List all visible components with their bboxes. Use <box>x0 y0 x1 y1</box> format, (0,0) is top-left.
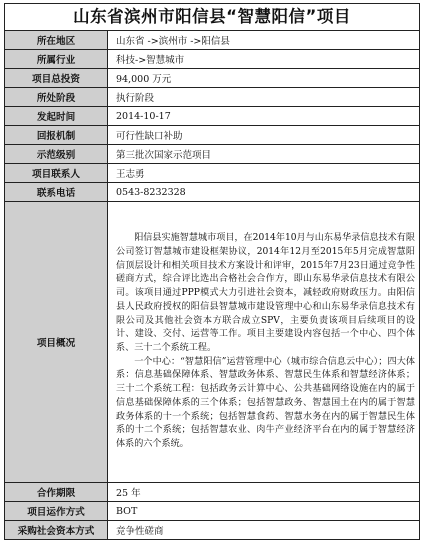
industry-label: 所属行业 <box>5 50 108 69</box>
operation-mode-value: BOT <box>108 502 420 521</box>
procurement-method-value: 竞争性磋商 <box>108 521 420 540</box>
overview-text <box>108 202 420 483</box>
return-mechanism-label: 回报机制 <box>5 126 108 145</box>
table-row-phone <box>5 183 420 202</box>
table-row-term <box>5 483 420 502</box>
procurement-method-label: 采购社会资本方式 <box>5 521 108 540</box>
table-row-region <box>5 31 420 50</box>
region-label: 所在地区 <box>5 31 108 50</box>
region-value: 山东省 ->滨州市 ->阳信县 <box>108 31 420 50</box>
table-row-investment <box>5 69 420 88</box>
table-row-return-mechanism <box>5 126 420 145</box>
stage-value: 执行阶段 <box>108 88 420 107</box>
demo-level-label: 示范级别 <box>5 145 108 164</box>
investment-label: 项目总投资 <box>5 69 108 88</box>
table-row-procurement-method <box>5 521 420 540</box>
table-row-demo-level <box>5 145 420 164</box>
table-row-stage <box>5 88 420 107</box>
demo-level-value: 第三批次国家示范项目 <box>108 145 420 164</box>
table-row-industry <box>5 50 420 69</box>
table-row-overview <box>5 202 420 483</box>
overview-label: 项目概况 <box>5 202 108 483</box>
phone-value: 0543-8232328 <box>108 183 420 202</box>
table-row-start-date <box>5 107 420 126</box>
overview-paragraph-1: 阳信县实施智慧城市项目，在2014年10月与山东易华录信息技术有限公司签订智慧城市建设框架协议，2014年12月至2015年5月完成智慧阳信顶层设计和相关项目技术方案设计和评审，2015年7月23日通过竞争性磋商方式，综合评比选出合格社会合作方，即山东易华录信息技术有限公司。该项目通过PPP模式大力引进社会资本，减轻政府财政压力。由阳信县人民政府授权的阳信县智慧城市建设管理中心和山东易华录信息技术有限公司及其他社会资本方联合成立SPV，主要负责该项目后续项目的设计、建设、交付、运营等工作。项目主要建设内容包括一个中心、四个体系、三十二个系统工程。 <box>116 233 415 353</box>
operation-mode-label: 项目运作方式 <box>5 502 108 521</box>
document-title: 山东省滨州市阳信县“智慧阳信”项目 <box>4 3 420 30</box>
project-info-table <box>4 30 420 540</box>
return-mechanism-value: 可行性缺口补助 <box>108 126 420 145</box>
start-date-label: 发起时间 <box>5 107 108 126</box>
phone-label: 联系电话 <box>5 183 108 202</box>
project-info-sheet <box>4 3 420 540</box>
industry-value: 科技->智慧城市 <box>108 50 420 69</box>
contact-person-value: 王志勇 <box>108 164 420 183</box>
contact-person-label: 项目联系人 <box>5 164 108 183</box>
term-value: 25 年 <box>108 483 420 502</box>
table-row-operation-mode <box>5 502 420 521</box>
investment-value: 94,000 万元 <box>108 69 420 88</box>
term-label: 合作期限 <box>5 483 108 502</box>
start-date-value: 2014-10-17 <box>108 107 420 126</box>
table-row-contact-person <box>5 164 420 183</box>
overview-paragraph-2: 一个中心：“智慧阳信”运营管理中心（城市综合信息云中心）；四大体系：信息基础保障体系、智慧政务体系、智慧民生体系和智慧经济体系；三十二个系统工程：包括政务云计算中心、公共基础网络设施在内的属于信息基础保障体系的三个体系；包括智慧政务、智慧国土在内的属于智慧政务体系的十一个系统；包括智慧食药、智慧水务在内的属于智慧民生体系的十二个系统；包括智慧农业、肉牛产业经济平台在内的属于智慧经济体系的六个系统。 <box>116 356 415 449</box>
stage-label: 所处阶段 <box>5 88 108 107</box>
